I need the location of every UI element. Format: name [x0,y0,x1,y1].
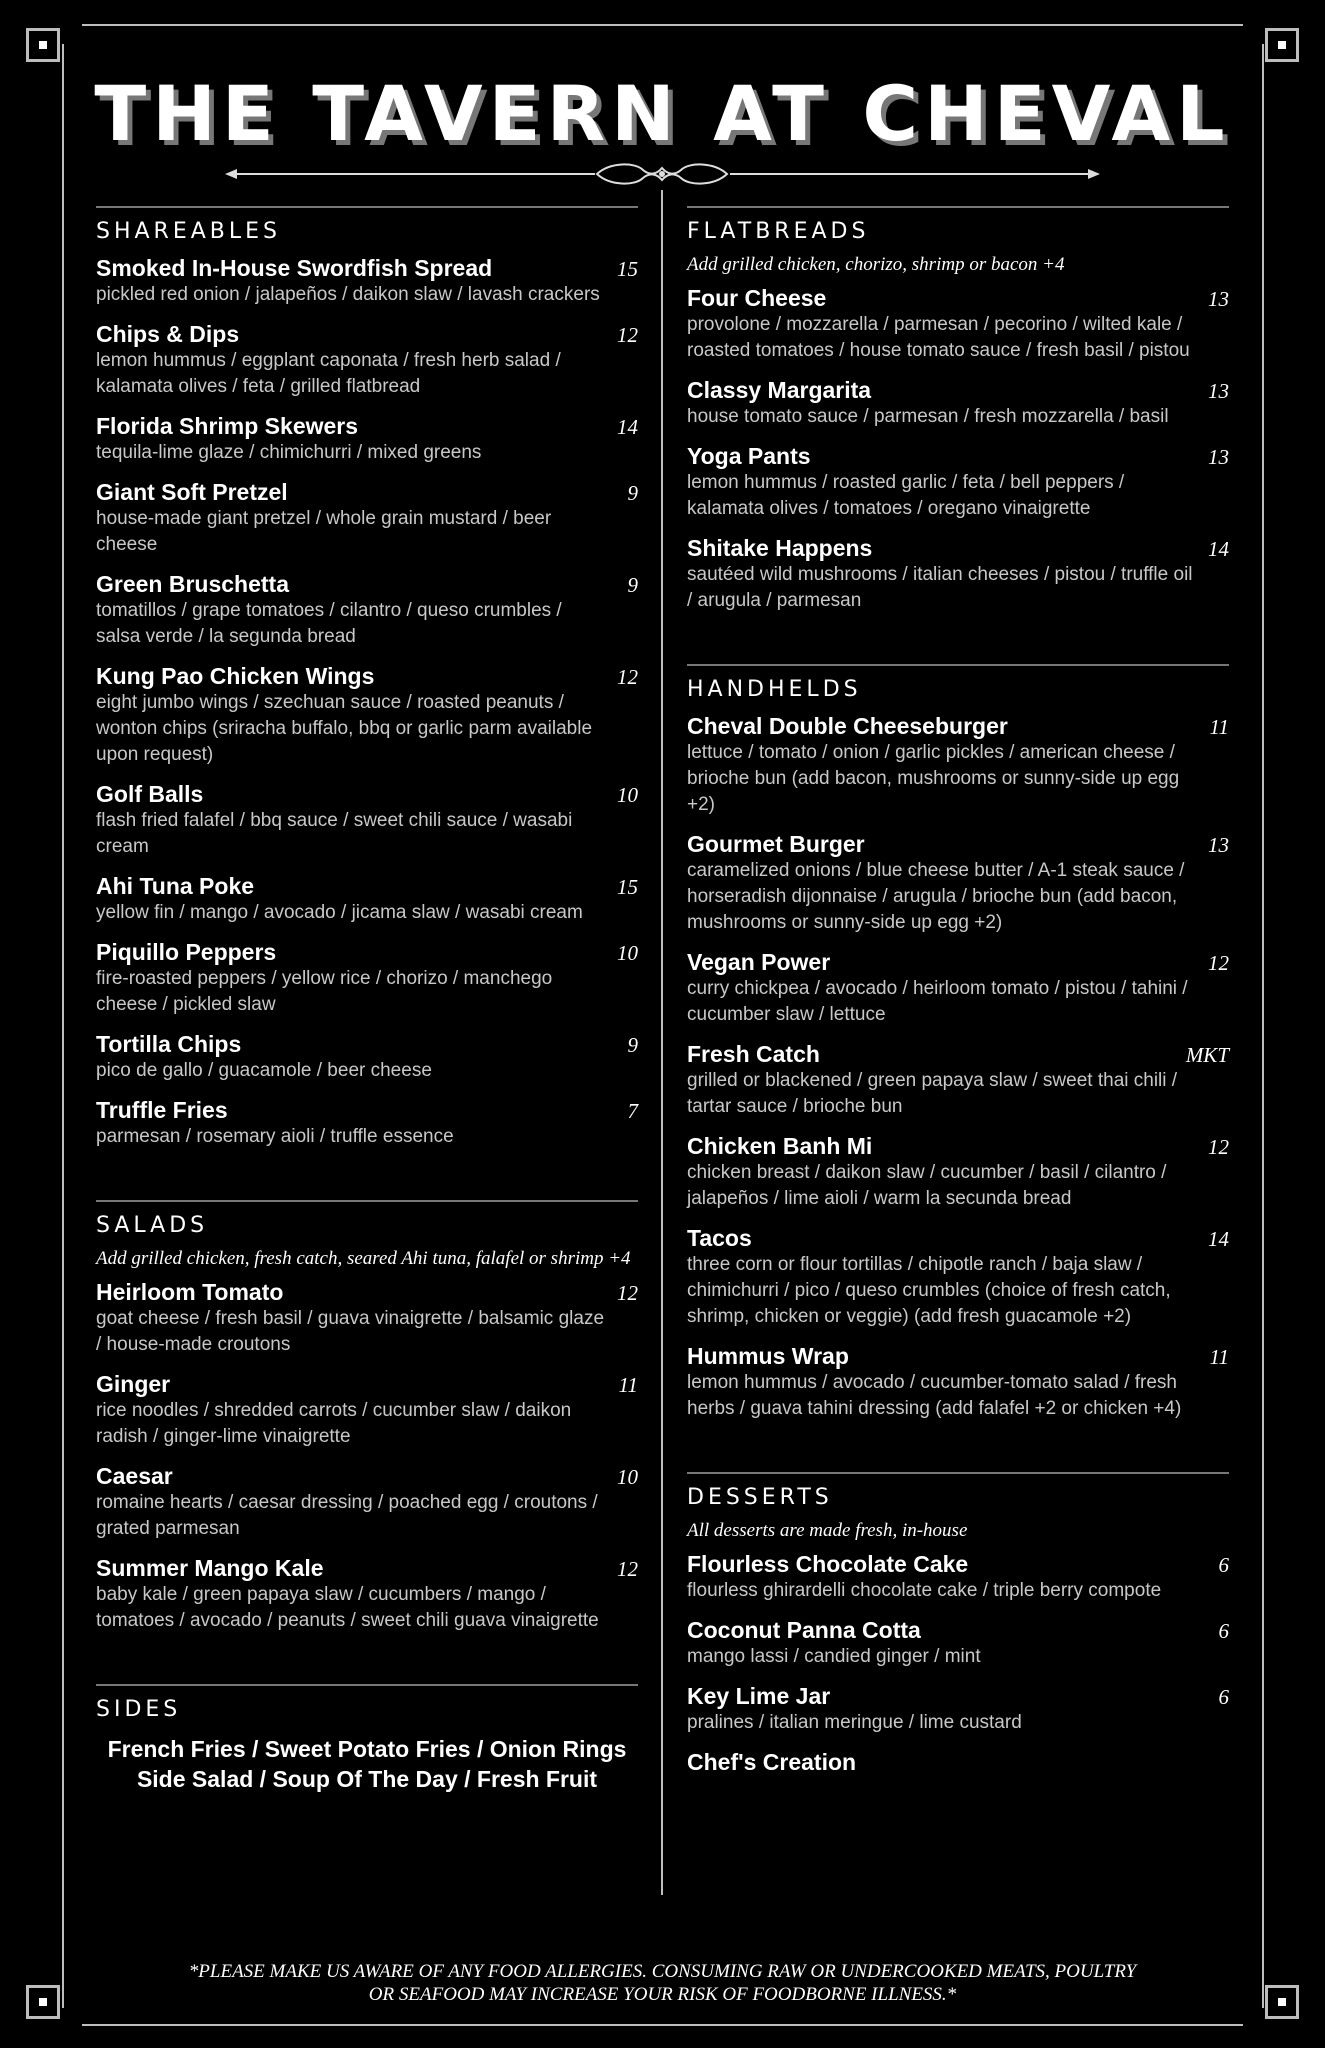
corner-ornament-bottom-right [1265,1985,1299,2019]
menu-item [687,1342,1229,1422]
menu-item [96,1096,638,1150]
section-flatbreads [687,206,1229,614]
frame-bottom-line [82,2024,1243,2026]
menu-item-name: Key Lime Jar [687,1683,831,1709]
menu-item-header [96,1554,638,1582]
menu-item-header [687,1132,1229,1160]
menu-item-header [96,938,638,966]
section-desserts [687,1472,1229,1776]
menu-item-name: Giant Soft Pretzel [96,479,288,505]
menu-item [96,320,638,400]
menu-item-description: lemon hummus / avocado / cucumber-tomato salad / fresh herbs / guava tahini dressing (add falafel +2 or chicken +4) [687,1372,1182,1419]
sides-line-2: Side Salad / Soup Of The Day / Fresh Fruit [136,1766,598,1792]
menu-item-header [687,712,1229,740]
desserts-note: All desserts are made fresh, in-house [687,1520,968,1541]
menu-item-name: Chips & Dips [96,321,240,347]
flatbreads-note: Add grilled chicken, chorizo, shrimp or bacon +4 [687,254,1065,275]
menu-item-description: pico de gallo / guacamole / beer cheese [96,1060,432,1081]
menu-item-description: lettuce / tomato / onion / garlic pickles / american cheese / brioche bun (add bacon, mushrooms or sunny-side up egg +2) [687,742,1180,815]
menu-item-price: 12 [617,665,638,689]
menu-item-header [687,1224,1229,1252]
menu-item-name: Florida Shrimp Skewers [96,413,359,439]
page-title: THE TAVERN AT CHEVAL [94,69,1231,158]
menu-item-price: 14 [617,415,638,439]
section-title-sides: SIDES [96,1697,182,1722]
menu-item-name: Hummus Wrap [687,1343,849,1369]
menu-item-name: Kung Pao Chicken Wings [96,663,375,689]
menu-item-name: Shitake Happens [687,535,873,561]
menu-item-header [687,830,1229,858]
menu-item [687,284,1229,364]
menu-item-name: Ahi Tuna Poke [96,873,255,899]
menu-item-description: sautéed wild mushrooms / italian cheeses / pistou / truffle oil / arugula / parmesan [687,564,1193,611]
menu-item-header [687,442,1229,470]
section-handhelds [687,664,1229,1422]
menu-item-price: 7 [627,1099,638,1123]
menu-item-description: lemon hummus / roasted garlic / feta / bell peppers / kalamata olives / tomatoes / oregano vinaigrette [687,472,1125,519]
menu-item-price: 11 [1209,1345,1229,1369]
section-title-handhelds: HANDHELDS [687,677,862,702]
menu-item-description: fire-roasted peppers / yellow rice / chorizo / manchego cheese / pickled slaw [96,968,553,1015]
menu-item [96,780,638,860]
menu-item-price: 13 [1208,833,1229,857]
right-column [687,206,1229,1788]
menu-item-header [687,284,1229,312]
menu-item-name: Green Bruschetta [96,571,290,597]
menu-item-header [96,1462,638,1490]
menu-item [96,1278,638,1358]
menu-item-description: tequila-lime glaze / chimichurri / mixed greens [96,442,482,463]
menu-item-price: 10 [617,941,638,965]
menu-item-header [687,948,1229,976]
menu-item [687,1040,1229,1120]
menu-item-name: Vegan Power [687,949,831,975]
menu-item [96,1030,638,1084]
menu-item-price: 14 [1208,537,1229,561]
menu-item-description: house tomato sauce / parmesan / fresh mozzarella / basil [687,406,1169,427]
menu-item-name: Heirloom Tomato [96,1279,284,1305]
menu-item [687,1550,1229,1604]
menu-item [687,1132,1229,1212]
menu-item-description: lemon hummus / eggplant caponata / fresh herb salad / kalamata olives / feta / grilled flatbread [96,350,561,397]
menu-item-header [687,1550,1229,1578]
menu-item-description: flash fried falafel / bbq sauce / sweet chili sauce / wasabi cream [96,810,573,857]
menu-item-header [687,376,1229,404]
menu-item [96,254,638,308]
menu-item-description: house-made giant pretzel / whole grain mustard / beer cheese [96,508,552,555]
disclaimer-line-2: OR SEAFOOD MAY INCREASE YOUR RISK OF FOODBORNE ILLNESS.* [368,1984,957,2005]
menu-item-price: 15 [617,875,638,899]
menu-item-name: Four Cheese [687,285,827,311]
menu-item-name: Classy Margarita [687,377,872,403]
sides-line-1: French Fries / Sweet Potato Fries / Onion Rings [107,1736,627,1762]
handhelds-list [687,712,1229,1422]
menu-item [96,412,638,466]
menu-item-description: curry chickpea / avocado / heirloom tomato / pistou / tahini / cucumber slaw / lettuce [687,978,1188,1025]
menu-item-price: 12 [617,323,638,347]
menu-item-name: Tacos [687,1225,752,1251]
menu-item-description: flourless ghirardelli chocolate cake / triple berry compote [687,1580,1162,1601]
menu-item-description: three corn or flour tortillas / chipotle ranch / baja slaw / chimichurri / pico / queso crumbles (choice of fresh catch, shrimp, chicken or veggie) (add fresh guacamole +2) [687,1254,1171,1327]
menu-item-price: 9 [627,573,638,597]
menu-item-header [687,1040,1229,1068]
menu-item [687,712,1229,818]
menu-item [96,1554,638,1634]
menu-item-description: baby kale / green papaya slaw / cucumbers / mango / tomatoes / avocado / peanuts / sweet chili guava vinaigrette [96,1584,599,1631]
menu-item-name: Flourless Chocolate Cake [687,1551,969,1577]
menu-item-price: 10 [617,1465,638,1489]
menu-item [687,1682,1229,1736]
menu-item-name: Caesar [96,1463,173,1489]
section-title-shareables: SHAREABLES [96,219,282,244]
menu-item-price: 9 [627,481,638,505]
menu-item-description: goat cheese / fresh basil / guava vinaigrette / balsamic glaze / house-made croutons [96,1308,605,1355]
menu-item-price: 6 [1218,1553,1229,1577]
menu-item-description: yellow fin / mango / avocado / jicama slaw / wasabi cream [96,902,583,923]
section-sides [96,1684,638,1794]
frame-left-line [62,44,64,2008]
menu-item [96,938,638,1018]
menu-item-price: 13 [1208,379,1229,403]
menu-item-header [96,320,638,348]
menu-item-price: 10 [617,783,638,807]
menu-item [96,872,638,926]
menu-item-name: Chef's Creation [687,1749,857,1775]
menu-item [687,376,1229,430]
menu-item-description: eight jumbo wings / szechuan sauce / roasted peanuts / wonton chips (sriracha buffalo, bbq or garlic parm available upon request) [96,692,593,765]
menu-item-name: Piquillo Peppers [96,939,277,965]
frame-right-line [1262,44,1264,2008]
section-title-desserts: DESSERTS [687,1485,833,1510]
menu-item-name: Smoked In-House Swordfish Spread [96,255,493,281]
menu-item [687,1616,1229,1670]
menu-item-header [687,1342,1229,1370]
menu-item-name: Gourmet Burger [687,831,865,857]
desserts-list [687,1550,1229,1776]
menu-item-price: 12 [617,1557,638,1581]
menu-item [96,1370,638,1450]
menu-item-description: mango lassi / candied ginger / mint [687,1646,981,1667]
menu-item-description: caramelized onions / blue cheese butter / A-1 steak sauce / horseradish dijonnaise / arugula / brioche bun (add bacon, mushrooms or sunny-side up egg +2) [687,860,1185,933]
menu-item-name: Ginger [96,1371,171,1397]
menu-item-header [96,780,638,808]
menu-item [687,830,1229,936]
corner-ornament-bottom-left [26,1985,60,2019]
menu-item-description: tomatillos / grape tomatoes / cilantro / queso crumbles / salsa verde / la segunda bread [96,600,562,647]
menu-item [96,478,638,558]
menu-item-name: Tortilla Chips [96,1031,242,1057]
menu-item-price: 13 [1208,287,1229,311]
menu-item-name: Cheval Double Cheeseburger [687,713,1008,739]
menu-item-price: 11 [618,1373,638,1397]
section-shareables [96,206,638,1150]
disclaimer-line-1: *PLEASE MAKE US AWARE OF ANY FOOD ALLERGIES. CONSUMING RAW OR UNDERCOOKED MEATS, POULTRY [188,1961,1137,1982]
frame-top-line [82,24,1243,26]
menu-item [96,570,638,650]
menu-item-header [96,1370,638,1398]
section-title-salads: SALADS [96,1213,209,1238]
title-divider-ornament [225,160,1100,188]
menu-item-price: 12 [1208,1135,1229,1159]
menu-item-header [687,1616,1229,1644]
menu-item-header [96,662,638,690]
menu-item-description: rice noodles / shredded carrots / cucumber slaw / daikon radish / ginger-lime vinaigrette [96,1400,572,1447]
menu-item-price: 12 [617,1281,638,1305]
menu-item-description: pickled red onion / jalapeños / daikon slaw / lavash crackers [96,284,600,305]
menu-item-header [687,1682,1229,1710]
menu-item-price: 6 [1218,1619,1229,1643]
corner-ornament-top-left [26,28,60,62]
menu-item-header [96,254,638,282]
column-separator [661,190,663,1895]
menu-item-header [687,1748,1229,1776]
menu-item-name: Coconut Panna Cotta [687,1617,921,1643]
menu-item-name: Fresh Catch [687,1041,820,1067]
allergy-disclaimer [110,1960,1215,2006]
menu-item-header [96,1030,638,1058]
menu-item [96,1462,638,1542]
shareables-list [96,254,638,1150]
menu-item-price: 11 [1209,715,1229,739]
menu-item-price: MKT [1185,1043,1229,1067]
menu-item-header [96,872,638,900]
menu-item-price: 14 [1208,1227,1229,1251]
menu-item [687,1748,1229,1776]
menu-item-name: Summer Mango Kale [96,1555,324,1581]
menu-item [687,442,1229,522]
menu-item-name: Yoga Pants [687,443,811,469]
menu-item-header [687,534,1229,562]
left-column [96,206,638,1794]
section-salads [96,1200,638,1634]
menu-item-description: grilled or blackened / green papaya slaw / sweet thai chili / tartar sauce / brioche bun [687,1070,1178,1117]
menu-item-header [96,570,638,598]
menu-item [687,534,1229,614]
menu-item-header [96,478,638,506]
menu-item-price: 9 [627,1033,638,1057]
menu-item-header [96,1278,638,1306]
menu-item-name: Chicken Banh Mi [687,1133,873,1159]
menu-item-description: chicken breast / daikon slaw / cucumber / basil / cilantro / jalapeños / lime aioli / warm la secunda bread [687,1162,1167,1209]
salads-note: Add grilled chicken, fresh catch, seared Ahi tuna, falafel or shrimp +4 [96,1248,631,1269]
menu-item [96,662,638,768]
menu-item-name: Golf Balls [96,781,204,807]
menu-item-price: 15 [617,257,638,281]
menu-item-description: romaine hearts / caesar dressing / poached egg / croutons / grated parmesan [96,1492,598,1539]
menu-item-description: parmesan / rosemary aioli / truffle essence [96,1126,454,1147]
menu-item-header [96,412,638,440]
menu-item [687,948,1229,1028]
menu-item-price: 6 [1218,1685,1229,1709]
menu-item-name: Truffle Fries [96,1097,228,1123]
salads-list [96,1278,638,1634]
menu-item-price: 13 [1208,445,1229,469]
menu-item-description: pralines / italian meringue / lime custard [687,1712,1022,1733]
menu-item-description: provolone / mozzarella / parmesan / pecorino / wilted kale / roasted tomatoes / house tomato sauce / fresh basil / pistou [687,314,1190,361]
menu-item-price: 12 [1208,951,1229,975]
menu-item-header [96,1096,638,1124]
menu-item [687,1224,1229,1330]
corner-ornament-top-right [1265,28,1299,62]
section-title-flatbreads: FLATBREADS [687,219,870,244]
flatbreads-list [687,284,1229,614]
